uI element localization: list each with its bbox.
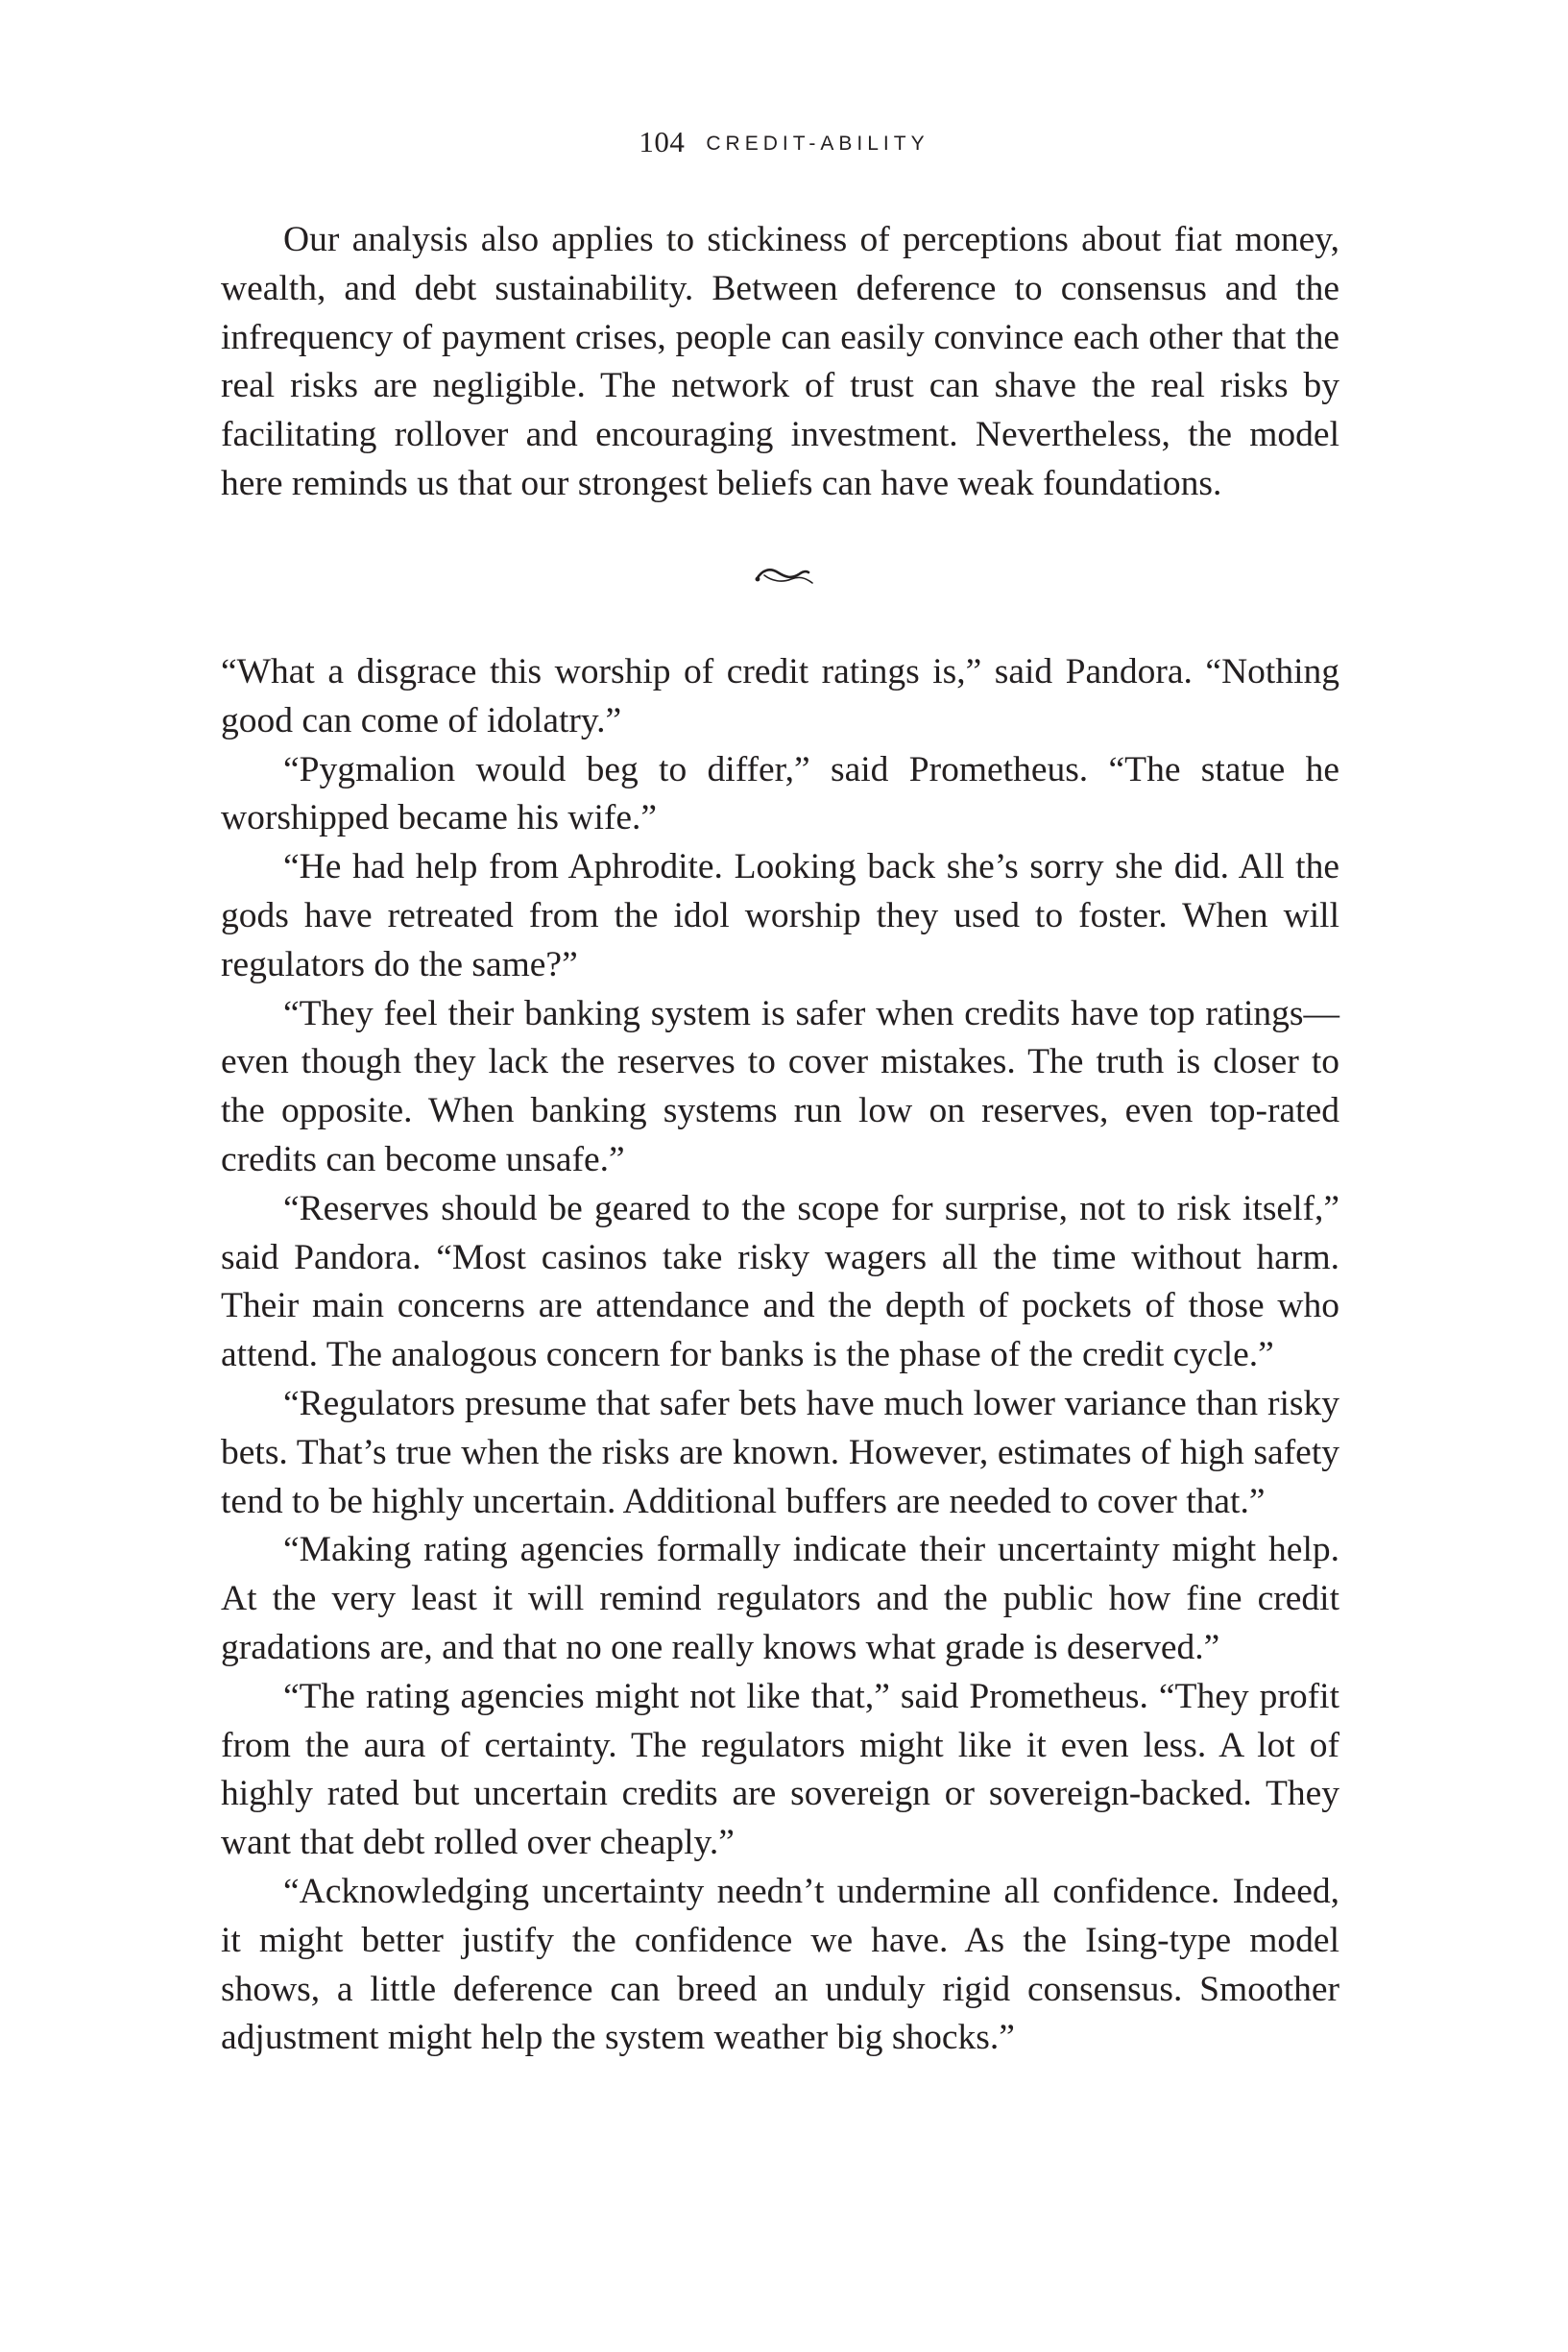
- dialogue-paragraph: “They feel their banking system is safer when credits have top ratings—even though they lack the reserves to cover mistakes. The truth is closer to the opposite. When banking systems run low on reserves, even top-rated credits can become unsafe.”: [221, 993, 1339, 1179]
- dialogue-paragraph: “Acknowledging uncertainty needn’t undermine all confidence. Indeed, it might better justify the confidence we have. As the Ising-type model shows, a little deference can breed an unduly rigid consensus. Smoother adjustment might help the system weather big shocks.”: [221, 1871, 1339, 2058]
- dialogue-paragraph: “What a disgrace this worship of credit ratings is,” said Pandora. “Nothing good can come of idolatry.”: [221, 652, 1339, 740]
- swash-ornament-icon: [755, 562, 814, 587]
- dialogue-paragraph: “Reserves should be geared to the scope for surprise, not to risk itself,” said Pandora. “Most casinos take risky wagers all the time without harm. Their main concerns are attendance and the depth of pockets of those who attend. The analogous concern for banks is the phase of the credit cycle.”: [221, 1188, 1339, 1375]
- intro-section: [221, 216, 1339, 509]
- dialogue-paragraph: “Making rating agencies formally indicate their uncertainty might help. At the very least it will remind regulators and the public how fine credit gradations are, and that no one really knows what grade is deserved.”: [221, 1530, 1339, 1667]
- dialogue-paragraph: “Regulators presume that safer bets have much lower variance than risky bets. That’s true when the risks are known. However, estimates of high safety tend to be highly uncertain. Additional buffers are needed to cover that.”: [221, 1383, 1339, 1521]
- intro-paragraph: Our analysis also applies to stickiness of perceptions about fiat money, wealth, and debt sustainability. Between deference to consensus and the infrequency of payment crises, people can easily convince each other that the real risks are negligible. The network of trust can shave the real risks by facilitating rollover and encouraging investment. Nevertheless, the model here reminds us that our strongest beliefs can have weak foundations.: [221, 220, 1339, 503]
- dialogue-section: [221, 648, 1339, 2063]
- book-title: CREDIT-ABILITY: [706, 133, 929, 155]
- dialogue-paragraph: “The rating agencies might not like that,” said Prometheus. “They profit from the aura of certainty. The regulators might like it even less. A lot of highly rated but uncertain credits are sovereign or sovereign-backed. They want that debt rolled over cheaply.”: [221, 1676, 1339, 1863]
- running-head: [0, 123, 1568, 167]
- page-number: 104: [639, 125, 686, 158]
- dialogue-paragraph: “Pygmalion would beg to differ,” said Prometheus. “The statue he worshipped became his wife.”: [221, 749, 1339, 838]
- dialogue-paragraph: “He had help from Aphrodite. Looking back she’s sorry she did. All the gods have retreated from the idol worship they used to foster. When will regulators do the same?”: [221, 847, 1339, 984]
